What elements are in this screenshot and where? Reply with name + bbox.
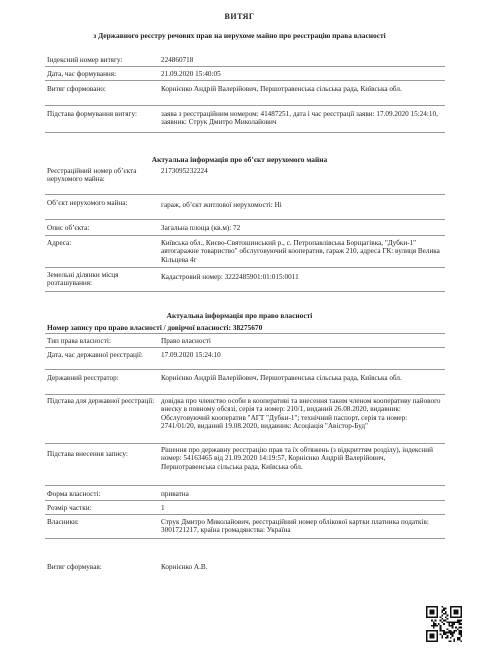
extract-date-value: 21.09.2020 15:40:05 [161, 70, 221, 78]
property-description-label: Опис об’єкта: [47, 224, 90, 232]
divider [45, 538, 445, 539]
ownership-entry-basis-value: Рішення про державну реєстрацію прав та їх обтяжень (з відкриттям розділу), індексний номер: 54163465 від 21.09.2020 14:19:57, Корнієнко Андрій Валерійович, Першотравенська сільська рада, Київська обл. [161, 446, 433, 471]
ownership-date-label: Дата, час державної реєстрації: [47, 351, 143, 359]
property-reg-number-label: Реєстраційний номер об’єкта нерухомого майна: [47, 167, 137, 184]
divider [45, 267, 445, 268]
divider [45, 369, 445, 370]
divider [45, 235, 445, 236]
ownership-form-value: приватна [161, 490, 189, 498]
extract-date-label: Дата, час формування: [47, 70, 117, 78]
divider [45, 132, 445, 133]
ownership-owners-label: Власники: [47, 518, 79, 526]
divider [45, 194, 445, 195]
divider [45, 485, 445, 486]
ownership-record-title: Номер запису про право власності / довірчої власності: 38275670 [47, 323, 263, 332]
ownership-registrar-value: Корнієнко Андрій Валерійович, Першотравенська сільська рада, Київська обл. [161, 374, 402, 382]
document-subtitle: з Державного реєстру речових прав на нерухоме майно про реєстрацію права власності [93, 31, 386, 40]
extract-formed-by-label: Витяг сформовано: [47, 85, 106, 93]
divider [45, 443, 445, 444]
footer-formed-by-value: Корнієнко А.В. [161, 563, 208, 571]
divider [45, 66, 445, 67]
divider [45, 80, 445, 81]
ownership-basis-value: довідка про членство особи в кооперативі та внесення таким членом кооперативу пайового внеску в повному обсязі, серія та номер: 210/1, виданий 26.08.2020, видавник: Обслуговуючий кооператив "АГТ "Дубки-1"; технічний паспорт, серія та номер: 2741/01/20, виданий 19.08.2020, видавник: Асоціація "Авістор-Буд" [161, 397, 441, 430]
divider [45, 394, 445, 395]
ownership-share-label: Розмір частки: [47, 504, 92, 512]
ownership-type-label: Тип права власності: [47, 337, 111, 345]
ownership-basis-label: Підстава для державної реєстрації: [47, 397, 155, 405]
ownership-share-value: 1 [161, 504, 165, 512]
ownership-date-value: 17.09.2020 15:24:10 [161, 351, 221, 359]
property-address-value: Київська обл., Києво-Святошинський р., с. Петропавлівська Борщагівка, "Дубки-1" автогаражне товариство" обслуговуючий кооператив, гараж 210, адреса ГК: вулиця Велика Кільцева 4г [161, 239, 440, 264]
footer-formed-by-label: Витяг сформував: [47, 563, 102, 571]
divider [45, 291, 445, 292]
property-object-label: Об’єкт нерухомого майна: [47, 199, 128, 207]
property-land-value: Кадастровий номер: 3222485901:01:015:0011 [161, 273, 299, 281]
ownership-form-label: Форма власності: [47, 490, 101, 498]
document-title: ВИТЯГ [224, 12, 255, 21]
extract-index-label: Індексний номер витягу: [47, 56, 123, 64]
extract-basis-value: заява з реєстраційним номером: 41487251, дата і час реєстрації заяви: 17.09.2020 15:24:10, заявник: Струк Дмитро Миколайович [161, 110, 438, 127]
ownership-owners-value: Струк Дмитро Миколайович, реєстраційний номер облікової картки платника податків: 3001721217, країна громадянства: Україна [161, 518, 429, 535]
extract-basis-label: Підстава формування витягу: [47, 110, 137, 118]
divider [45, 333, 445, 334]
property-reg-number-value: 2173095232224 [161, 167, 208, 175]
property-address-label: Адреса: [47, 239, 72, 247]
extract-formed-by-value: Корнієнко Андрій Валерійович, Першотравенська сільська рада, Київська обл. [161, 85, 402, 93]
divider [45, 514, 445, 515]
divider [45, 219, 445, 220]
qr-code-icon [426, 606, 462, 642]
property-section-title: Актуальна інформація про об’єкт нерухомого майна [151, 155, 328, 164]
property-land-label: Земельні ділянки місця розташування: [47, 271, 119, 288]
ownership-registrar-label: Державний реєстратор: [47, 374, 119, 382]
ownership-type-value: Право власності [161, 337, 211, 345]
divider [45, 105, 445, 106]
property-object-value: гараж, об’єкт житлової нерухомості: Ні [161, 201, 282, 209]
ownership-section-title: Актуальна інформація про право власності [166, 311, 313, 320]
property-description-value: Загальна площа (кв.м): 72 [161, 224, 241, 232]
divider [45, 500, 445, 501]
extract-index-value: 224860718 [161, 56, 194, 64]
divider [45, 347, 445, 348]
ownership-entry-basis-label: Підстава внесення запису: [47, 450, 128, 458]
